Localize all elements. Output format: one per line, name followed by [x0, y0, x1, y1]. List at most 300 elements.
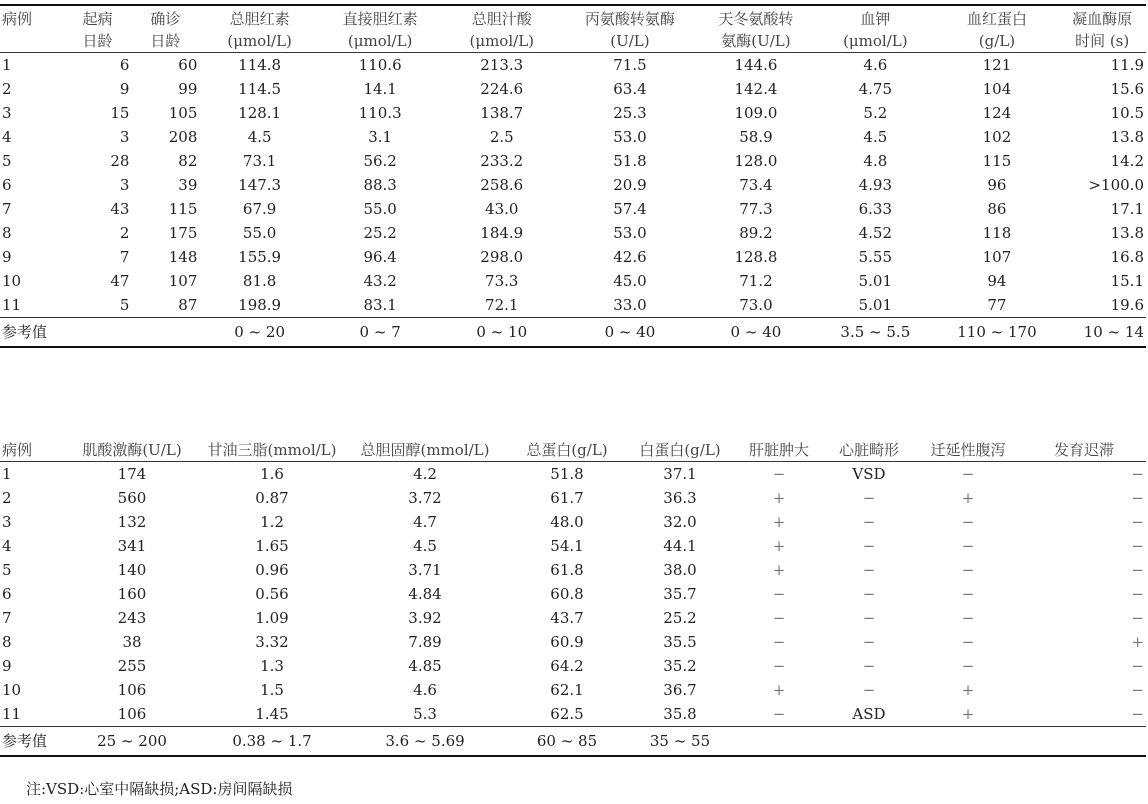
column-header: (μmol/L) — [815, 30, 936, 53]
table-cell: 54.1 — [550, 537, 584, 555]
reference-value: 3.5 ~ 5.5 — [815, 318, 936, 348]
table-cell: 140 — [117, 561, 147, 579]
table-cell: 35.7 — [663, 585, 697, 603]
table-cell: − — [1131, 465, 1144, 483]
table-row — [0, 125, 1146, 149]
table-cell: 105 — [168, 104, 198, 122]
table-cell: 56.2 — [363, 152, 397, 170]
table-cell: 88.3 — [363, 176, 397, 194]
table-cell: 20.9 — [613, 176, 647, 194]
reference-row — [0, 318, 1146, 348]
table-cell: 14.1 — [363, 80, 397, 98]
table-cell: + — [772, 561, 786, 579]
table-cell: 28 — [110, 152, 130, 170]
table-cell: 109.0 — [734, 104, 778, 122]
table-cell: 33.0 — [613, 296, 647, 314]
table-cell: 155.9 — [238, 248, 282, 266]
column-header: 肌酸激酶(U/L) — [62, 439, 202, 462]
reference-value: 0 ~ 40 — [697, 318, 815, 348]
table-cell: 144.6 — [734, 56, 778, 74]
table-cell: 51.8 — [550, 465, 584, 483]
table-cell: 4.2 — [413, 465, 437, 483]
column-header: 总胆汁酸 — [471, 10, 532, 28]
column-header: 天冬氨酸转 — [718, 10, 794, 28]
table-cell: 6.33 — [858, 200, 893, 218]
table-cell: − — [1131, 705, 1144, 723]
table-cell: 60.9 — [550, 633, 584, 651]
table-cell: 72.1 — [485, 296, 519, 314]
table-cell: + — [961, 705, 975, 723]
table-row — [0, 606, 1146, 630]
table-cell: 73.4 — [739, 176, 773, 194]
table-row — [0, 77, 1146, 101]
table-cell: 35.8 — [663, 705, 697, 723]
table-cell: 4.7 — [413, 513, 437, 531]
table-cell: 6 — [119, 56, 130, 74]
table-cell: 6 — [2, 585, 12, 603]
table-cell: 47 — [110, 272, 130, 290]
column-header: (μmol/L) — [199, 30, 320, 53]
table-cell: 0.87 — [255, 489, 289, 507]
table-cell: 115 — [168, 200, 198, 218]
table-cell: 86 — [987, 200, 1007, 218]
table-cell: 3 — [119, 176, 130, 194]
column-header: 氨酶(U/L) — [697, 30, 815, 53]
table-cell: 2.5 — [489, 128, 514, 146]
reference-value: 60 ~ 85 — [508, 727, 626, 757]
reference-value: 0 ~ 10 — [440, 318, 563, 348]
table-row — [0, 654, 1146, 678]
column-header: 迁延性腹泻 — [914, 439, 1022, 462]
table-cell: 5.01 — [858, 296, 893, 314]
reference-value: 0 ~ 20 — [199, 318, 320, 348]
table-cell: 1 — [2, 56, 12, 74]
table-cell: − — [961, 657, 975, 675]
table-cell: 48.0 — [550, 513, 584, 531]
table-cell: 148 — [168, 248, 198, 266]
lab-results-table — [0, 8, 1146, 348]
reference-value: 0 ~ 7 — [320, 318, 441, 348]
table-cell: 9 — [2, 657, 12, 675]
table-cell: 4.52 — [858, 224, 893, 242]
table-row — [0, 221, 1146, 245]
column-header: 血钾 — [860, 10, 891, 28]
table-cell: 110.6 — [358, 56, 402, 74]
table-cell: 99 — [178, 80, 198, 98]
column-header: 直接胆红素 — [342, 10, 418, 28]
column-header: 日龄 — [131, 30, 199, 53]
table-cell: 7 — [2, 200, 12, 218]
table-cell: 13.8 — [1110, 224, 1144, 242]
table-cell: − — [961, 465, 975, 483]
column-header: 丙氨酸转氨酶 — [584, 10, 675, 28]
table-cell: − — [1131, 681, 1144, 699]
table-cell: 1.5 — [260, 681, 284, 699]
table-cell: 4.85 — [408, 657, 442, 675]
table-cell: − — [961, 537, 975, 555]
reference-label: 参考值 — [0, 727, 62, 757]
table-cell: 16.8 — [1110, 248, 1144, 266]
table-cell: 4.75 — [858, 80, 893, 98]
table-cell: 3.32 — [255, 633, 289, 651]
header-row — [0, 30, 1146, 53]
table-cell: 106 — [117, 681, 147, 699]
table-row — [0, 534, 1146, 558]
reference-label: 参考值 — [0, 318, 199, 348]
column-header: (g/L) — [936, 30, 1059, 53]
table-cell: 71.5 — [613, 56, 647, 74]
table-cell: 71.2 — [739, 272, 773, 290]
column-header: 病例 — [2, 10, 33, 28]
column-header: 发育迟滞 — [1022, 439, 1146, 462]
table-cell: 13.8 — [1110, 128, 1144, 146]
column-header: 凝血酶原 — [1072, 10, 1133, 28]
table-cell: 0.96 — [255, 561, 289, 579]
table-cell: 67.9 — [242, 200, 277, 218]
table-cell: + — [961, 681, 975, 699]
table-cell: 43 — [110, 200, 130, 218]
table-cell: 11 — [2, 296, 22, 314]
table-cell: 2 — [2, 80, 12, 98]
table-cell: − — [961, 561, 975, 579]
table-cell: 9 — [119, 80, 130, 98]
table-cell: 45.0 — [613, 272, 647, 290]
table-cell: 61.7 — [550, 489, 584, 507]
table-cell: 5.01 — [858, 272, 893, 290]
table-cell: 8 — [2, 633, 12, 651]
table-cell: + — [961, 489, 975, 507]
table-cell: 36.7 — [663, 681, 697, 699]
table-cell: − — [1131, 609, 1144, 627]
table-cell: 4 — [2, 128, 12, 146]
table-row — [0, 197, 1146, 221]
table-cell: 3.92 — [408, 609, 442, 627]
table-cell: + — [772, 489, 786, 507]
table-cell: − — [862, 681, 876, 699]
column-header: 肝脏肿大 — [734, 439, 824, 462]
table-cell: 3 — [119, 128, 130, 146]
table-cell: − — [772, 657, 786, 675]
table-cell: 77 — [987, 296, 1007, 314]
column-header — [0, 30, 64, 53]
table-cell: 1.65 — [255, 537, 289, 555]
table-row — [0, 702, 1146, 727]
table-cell: 4.6 — [413, 681, 437, 699]
table-cell: 198.9 — [238, 296, 282, 314]
table-cell: 10.5 — [1110, 104, 1144, 122]
table-cell: 102 — [982, 128, 1012, 146]
table-row — [0, 486, 1146, 510]
table-cell: 1.3 — [260, 657, 284, 675]
table-cell: 2 — [119, 224, 130, 242]
table-cell: 1.09 — [255, 609, 289, 627]
table-row — [0, 582, 1146, 606]
header-row — [0, 439, 1146, 462]
table-row — [0, 293, 1146, 318]
column-header: 甘油三脂(mmol/L) — [202, 439, 342, 462]
table-cell: 5.3 — [413, 705, 437, 723]
header-row — [0, 8, 1146, 30]
table-row — [0, 53, 1146, 78]
table-cell: 107 — [982, 248, 1012, 266]
table-cell: >100.0 — [1088, 176, 1144, 194]
table-cell: 213.3 — [480, 56, 524, 74]
table-cell: 10 — [2, 272, 22, 290]
table-cell: 258.6 — [480, 176, 524, 194]
table-cell: − — [772, 465, 786, 483]
table-cell: 114.5 — [238, 80, 282, 98]
reference-row — [0, 727, 1146, 757]
table-cell: 11 — [2, 705, 22, 723]
table-cell: + — [772, 681, 786, 699]
table-cell: 25.3 — [613, 104, 647, 122]
table-cell: 73.3 — [485, 272, 519, 290]
table-cell: 73.1 — [242, 152, 277, 170]
table-cell: 560 — [117, 489, 147, 507]
column-header: (U/L) — [563, 30, 697, 53]
table-footnote: 注:VSD:心室中隔缺损;ASD:房间隔缺损 — [26, 780, 293, 798]
table-cell: 96.4 — [363, 248, 397, 266]
table-cell: 4.6 — [863, 56, 888, 74]
table-cell: 19.6 — [1110, 296, 1144, 314]
table-cell: 224.6 — [480, 80, 524, 98]
reference-value: 0.38 ~ 1.7 — [202, 727, 342, 757]
table-cell: − — [1131, 537, 1144, 555]
table-row — [0, 149, 1146, 173]
table-cell: 89.2 — [739, 224, 773, 242]
table-cell: 83.1 — [363, 296, 397, 314]
table-cell: 4.84 — [408, 585, 442, 603]
table-cell: 36.3 — [663, 489, 697, 507]
table-cell: 124 — [982, 104, 1012, 122]
table-cell: 3.1 — [368, 128, 393, 146]
table-cell: 110.3 — [358, 104, 402, 122]
table-cell: 42.6 — [613, 248, 647, 266]
table-cell: 60.8 — [550, 585, 584, 603]
table-cell: 160 — [117, 585, 147, 603]
table-cell: 4.5 — [247, 128, 272, 146]
table-cell: 107 — [168, 272, 198, 290]
table-cell: 39 — [178, 176, 198, 194]
table-top-rule — [0, 4, 1146, 6]
table-cell: 132 — [117, 513, 147, 531]
table-cell: 44.1 — [663, 537, 697, 555]
table-cell: − — [862, 561, 876, 579]
table-cell: 5.55 — [858, 248, 893, 266]
table-cell: 128.1 — [238, 104, 282, 122]
table-cell: 5 — [119, 296, 130, 314]
table-cell: 298.0 — [480, 248, 524, 266]
reference-value: 35 ~ 55 — [626, 727, 734, 757]
table-cell: 53.0 — [613, 128, 647, 146]
table-row — [0, 462, 1146, 487]
table-cell: 35.5 — [663, 633, 697, 651]
table-cell: − — [772, 633, 786, 651]
table-cell: 61.8 — [550, 561, 584, 579]
table-cell: 208 — [168, 128, 198, 146]
table-cell: 53.0 — [613, 224, 647, 242]
table-cell: + — [772, 537, 786, 555]
table-cell: 106 — [117, 705, 147, 723]
table-cell: 58.9 — [739, 128, 773, 146]
table-cell: − — [772, 705, 786, 723]
table-cell: 17.1 — [1110, 200, 1144, 218]
table-cell: 57.4 — [613, 200, 647, 218]
table-cell: 87 — [178, 296, 198, 314]
reference-value: 0 ~ 40 — [563, 318, 697, 348]
table-cell: 255 — [117, 657, 147, 675]
column-header: 起病 — [82, 10, 113, 28]
table-cell: 233.2 — [480, 152, 524, 170]
table-cell: − — [961, 585, 975, 603]
table-cell: 1.45 — [255, 705, 289, 723]
table-cell: − — [862, 513, 876, 531]
table-cell: 4.5 — [413, 537, 437, 555]
table-cell: − — [961, 633, 975, 651]
table-cell: 38.0 — [663, 561, 697, 579]
table-cell: 38 — [122, 633, 142, 651]
table-cell: 243 — [117, 609, 147, 627]
reference-value: 3.6 ~ 5.69 — [342, 727, 508, 757]
table-cell: + — [772, 513, 786, 531]
table-row — [0, 245, 1146, 269]
table-cell: 62.5 — [550, 705, 584, 723]
column-header: 总蛋白(g/L) — [508, 439, 626, 462]
column-header: 总胆红素 — [229, 10, 290, 28]
table-row — [0, 269, 1146, 293]
table-cell: 3.72 — [408, 489, 442, 507]
column-header: 血红蛋白 — [966, 10, 1027, 28]
column-header: 时间 (s) — [1058, 30, 1146, 53]
table-cell: 81.8 — [242, 272, 277, 290]
table-cell: 6 — [2, 176, 12, 194]
table-cell: 184.9 — [480, 224, 524, 242]
table-cell: 77.3 — [739, 200, 773, 218]
table-cell: 341 — [117, 537, 147, 555]
table-cell: 7.89 — [408, 633, 442, 651]
reference-value: 25 ~ 200 — [62, 727, 202, 757]
table-cell: − — [862, 585, 876, 603]
reference-value: 10 ~ 14 — [1058, 318, 1146, 348]
table-cell: 63.4 — [613, 80, 647, 98]
table-cell: 128.8 — [734, 248, 778, 266]
table-cell: 1 — [2, 465, 12, 483]
table-cell: 115 — [982, 152, 1012, 170]
table-row — [0, 558, 1146, 582]
table-cell: 96 — [987, 176, 1007, 194]
table-cell: 104 — [982, 80, 1012, 98]
column-header: 白蛋白(g/L) — [626, 439, 734, 462]
table-cell: 5 — [2, 561, 12, 579]
table-cell: − — [1131, 585, 1144, 603]
table-cell: 7 — [2, 609, 12, 627]
table-cell: 94 — [987, 272, 1007, 290]
table-cell: 15.6 — [1110, 80, 1144, 98]
clinical-features-table — [0, 439, 1146, 757]
table-cell: 4.93 — [858, 176, 893, 194]
table-cell: − — [1131, 489, 1144, 507]
table-cell: 138.7 — [480, 104, 524, 122]
table-cell: 62.1 — [550, 681, 584, 699]
reference-value: 110 ~ 170 — [936, 318, 1059, 348]
table-cell: − — [1131, 513, 1144, 531]
table-cell: − — [1131, 657, 1144, 675]
table-cell: 55.0 — [242, 224, 277, 242]
table-cell: 11.9 — [1110, 56, 1144, 74]
table-cell: + — [1131, 633, 1144, 651]
table-cell: 3 — [2, 104, 12, 122]
table-cell: 5.2 — [863, 104, 888, 122]
table-cell: − — [862, 633, 876, 651]
table-cell: ASD — [852, 705, 886, 723]
table-cell: − — [772, 585, 786, 603]
table-row — [0, 510, 1146, 534]
table-cell: 128.0 — [734, 152, 778, 170]
table-row — [0, 630, 1146, 654]
column-header: 日龄 — [64, 30, 132, 53]
table-cell: − — [1131, 561, 1144, 579]
table-cell: − — [862, 657, 876, 675]
table-row — [0, 173, 1146, 197]
table-cell: − — [961, 609, 975, 627]
table-cell: − — [862, 537, 876, 555]
table-cell: 32.0 — [663, 513, 697, 531]
table-cell: 9 — [2, 248, 12, 266]
table-cell: 10 — [2, 681, 22, 699]
column-header: (μmol/L) — [320, 30, 441, 53]
table-cell: 174 — [117, 465, 147, 483]
table-cell: 175 — [168, 224, 198, 242]
table-cell: − — [772, 609, 786, 627]
table-cell: − — [961, 513, 975, 531]
table-cell: 64.2 — [550, 657, 584, 675]
table-cell: 3.71 — [408, 561, 442, 579]
table-cell: 142.4 — [734, 80, 778, 98]
table-cell: − — [862, 489, 876, 507]
table-cell: 114.8 — [238, 56, 282, 74]
table-cell: VSD — [852, 465, 886, 483]
table-cell: 25.2 — [663, 609, 697, 627]
column-header: 总胆固醇(mmol/L) — [342, 439, 508, 462]
table-cell: 2 — [2, 489, 12, 507]
table-cell: 43.7 — [550, 609, 584, 627]
table-cell: 37.1 — [663, 465, 697, 483]
table-cell: 147.3 — [238, 176, 282, 194]
table-cell: 35.2 — [663, 657, 697, 675]
table-cell: 51.8 — [613, 152, 647, 170]
column-header: 病例 — [0, 439, 62, 462]
table-cell: 43.2 — [363, 272, 397, 290]
table-cell: 15 — [110, 104, 130, 122]
reference-empty — [734, 727, 1146, 757]
table-cell: 4 — [2, 537, 12, 555]
table-cell: 5 — [2, 152, 12, 170]
table-row — [0, 678, 1146, 702]
table-cell: 4.8 — [863, 152, 888, 170]
table-cell: 3 — [2, 513, 12, 531]
table-cell: 121 — [982, 56, 1012, 74]
table-cell: 60 — [178, 56, 198, 74]
table-row — [0, 101, 1146, 125]
column-header: (μmol/L) — [440, 30, 563, 53]
column-header: 确诊 — [150, 10, 181, 28]
table-cell: 8 — [2, 224, 12, 242]
table-cell: 14.2 — [1110, 152, 1144, 170]
table-cell: 0.56 — [255, 585, 289, 603]
table-cell: 25.2 — [363, 224, 397, 242]
table-cell: 1.6 — [260, 465, 284, 483]
table-cell: 4.5 — [863, 128, 888, 146]
